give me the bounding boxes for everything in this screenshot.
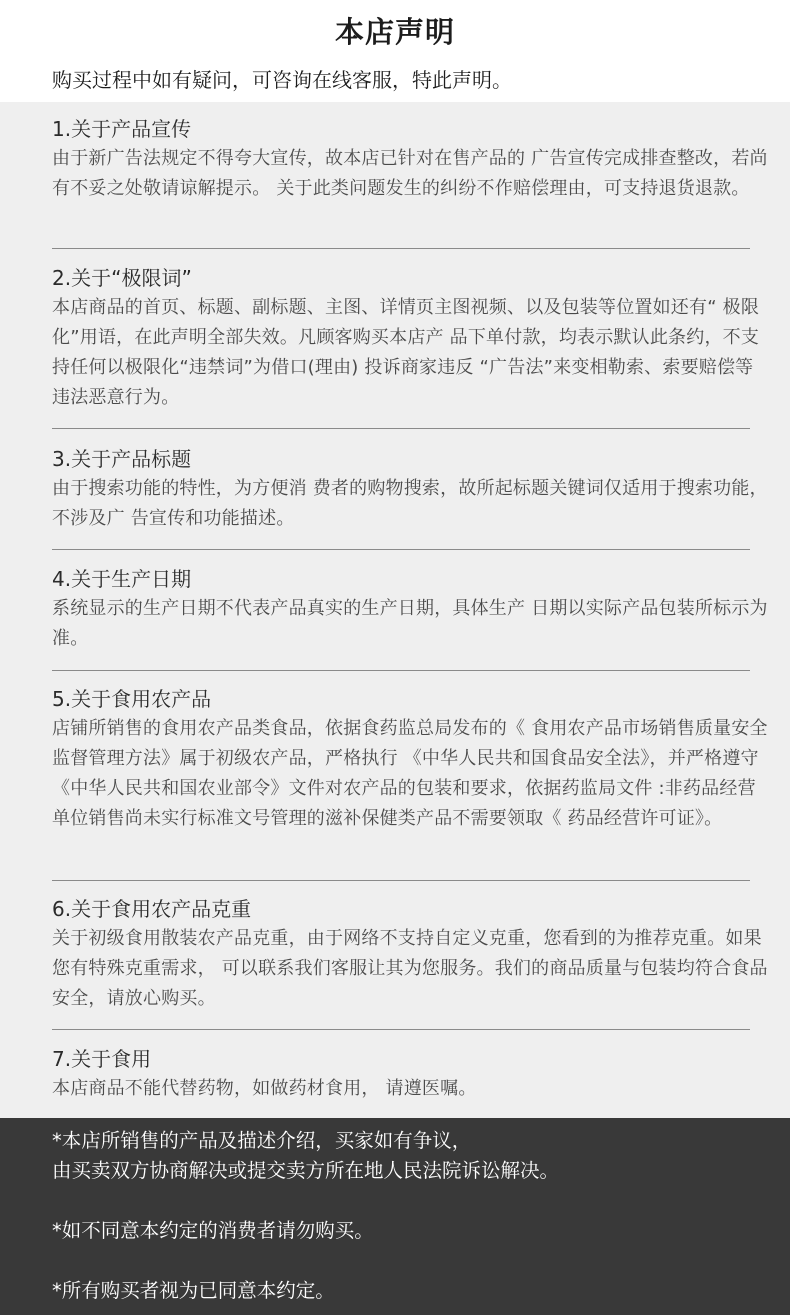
section-body: 由于新广告法规定不得夸大宣传，故本店已针对在售产品的 广告宣传完成排查整改，若尚有不妥之处敬请谅解提示。 关于此类问题发生的纠纷不作赔偿理由，可支持退货退款。	[52, 148, 768, 199]
section-body: 本店商品的首页、标题、副标题、主图、详情页主图视频、以及包装等位置如还有“ 极限化”用语，在此声明全部失效。凡顾客购买本店产 品下单付款，均表示默认此条约，不支持任何以极限化“违禁词”为借口(理由) 投诉商家违反 “广告法”来变相勒索、索要赔偿等 违法恶意行为。	[52, 297, 760, 408]
section-consumption	[52, 1044, 772, 1104]
section-title: 2.关于“极限词”	[52, 266, 192, 290]
section-divider	[52, 670, 750, 671]
section-divider	[52, 248, 750, 249]
section-edible-agricultural-products	[52, 684, 772, 834]
section-title: 5.关于食用农产品	[52, 687, 212, 711]
section-body: 本店商品不能代替药物，如做药材食用， 请遵医嘱。	[52, 1078, 477, 1099]
section-body: 系统显示的生产日期不代表产品真实的生产日期，具体生产 日期以实际产品包装所标示为准。	[52, 598, 768, 649]
section-product-weight	[52, 894, 772, 1014]
footer-line: *所有购买者视为已同意本约定。	[52, 1279, 335, 1302]
section-title: 7.关于食用	[52, 1047, 152, 1071]
page-subtitle: 购买过程中如有疑问，可咨询在线客服，特此声明。	[52, 68, 512, 92]
footer-line: 由买卖双方协商解决或提交卖方所在地人民法院诉讼解决。	[52, 1159, 560, 1182]
section-title: 4.关于生产日期	[52, 567, 192, 591]
section-title: 6.关于食用农产品克重	[52, 897, 252, 921]
section-title: 1.关于产品宣传	[52, 117, 192, 141]
page-title: 本店声明	[334, 15, 455, 49]
footer-line: *本店所销售的产品及描述介绍，买家如有争议，	[52, 1129, 472, 1152]
section-title: 3.关于产品标题	[52, 447, 192, 471]
section-divider	[52, 1029, 750, 1030]
section-body: 店铺所销售的食用农产品类食品，依据食药监总局发布的《 食用农产品市场销售质量安全监督管理方法》属于初级农产品，严格执行 《中华人民共和国食品安全法》，并严格遵守《中华人民共和国农业部令》文件对农产品的包装和要求，依据药监局文件 :非药品经营单位销售尚未实行标准文号管理的滋补保健类产品不需要领取《 药品经营许可证》。	[52, 718, 768, 829]
section-divider	[52, 549, 750, 550]
section-product-promotion	[52, 114, 772, 204]
section-divider	[52, 428, 750, 429]
section-divider	[52, 880, 750, 881]
section-body: 关于初级食用散装农产品克重，由于网络不支持自定义克重，您看到的为推荐克重。如果您有特殊克重需求， 可以联系我们客服让其为您服务。我们的商品质量与包装均符合食品安全，请放心购买。	[52, 928, 768, 1009]
disclaimer-footer	[0, 1118, 790, 1315]
section-production-date	[52, 564, 772, 654]
footer-line: *如不同意本约定的消费者请勿购买。	[52, 1219, 374, 1242]
section-extreme-words	[52, 263, 772, 413]
section-body: 由于搜索功能的特性，为方便消 费者的购物搜索，故所起标题关键词仅适用于搜索功能，不涉及广 告宣传和功能描述。	[52, 478, 768, 529]
section-product-title	[52, 444, 772, 534]
